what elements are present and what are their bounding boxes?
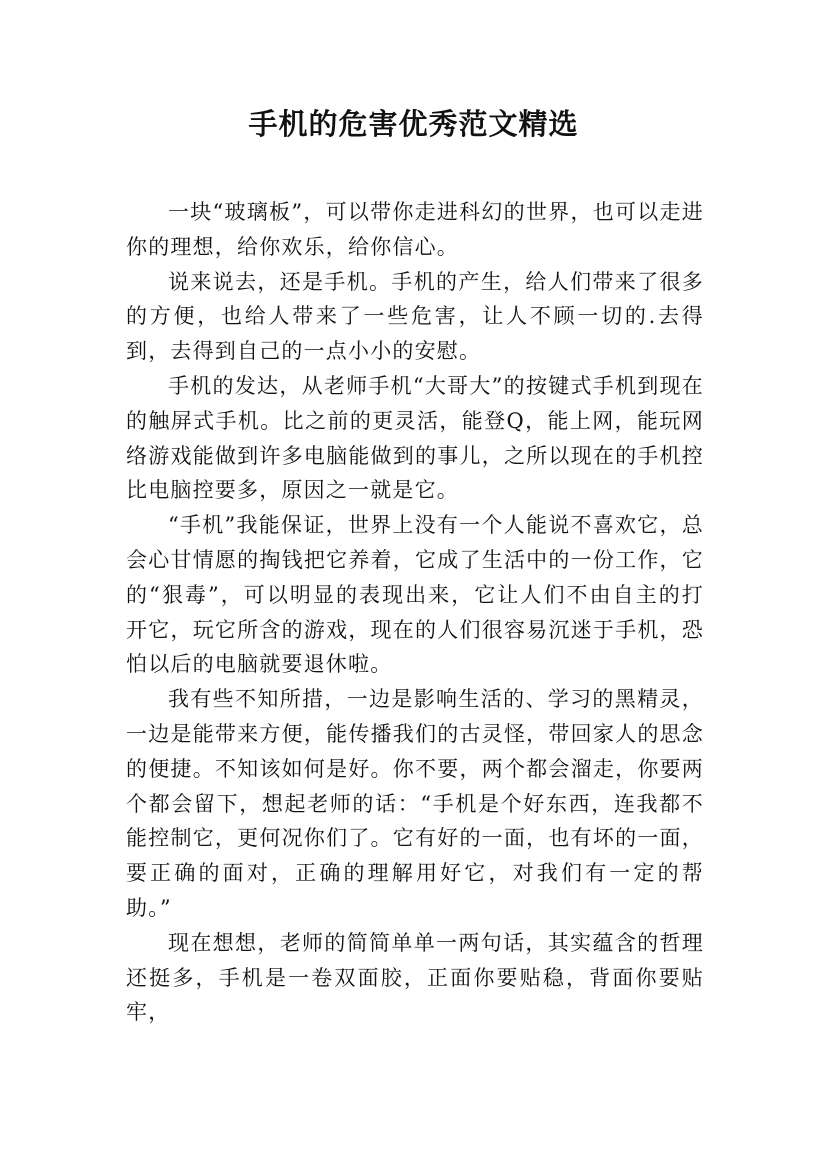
- paragraph: 现在想想，老师的简简单单一两句话，其实蕴含的哲理还挺多，手机是一卷双面胶，正面你要贴稳，背面你要贴牢，: [126, 930, 704, 1025]
- paragraph: 手机的发达，从老师手机“大哥大”的按键式手机到现在的触屏式手机。比之前的更灵活，能登Q，能上网，能玩网络游戏能做到许多电脑能做到的事儿，之所以现在的手机控比电脑控要多，原因之一就是它。: [126, 373, 704, 503]
- paragraph: “手机”我能保证，世界上没有一个人能说不喜欢它，总会心甘情愿的掏钱把它养着，它成了生活中的一份工作，它的“狠毒”，可以明显的表现出来，它让人们不由自主的打开它，玩它所含的游戏，现在的人们很容易沉迷于手机，恐怕以后的电脑就要退休啦。: [126, 513, 704, 677]
- document-title: 手机的危害优秀范文精选: [248, 107, 579, 141]
- document-body: [126, 195, 704, 1030]
- paragraph: 说来说去，还是手机。手机的产生，给人们带来了很多的方便，也给人带来了一些危害，让人不顾一切的.去得到，去得到自己的一点小小的安慰。: [126, 269, 704, 364]
- paragraph: 我有些不知所措，一边是影响生活的、学习的黑精灵，一边是能带来方便，能传播我们的古灵怪，带回家人的思念的便捷。不知该如何是好。你不要，两个都会溜走，你要两个都会留下，想起老师的话：“手机是个好东西，连我都不能控制它，更何况你们了。它有好的一面，也有坏的一面，要正确的面对，正确的理解用好它，对我们有一定的帮助。”: [126, 687, 704, 920]
- paragraph: 一块“玻璃板”，可以带你走进科幻的世界，也可以走进你的理想，给你欢乐，给你信心。: [126, 200, 704, 259]
